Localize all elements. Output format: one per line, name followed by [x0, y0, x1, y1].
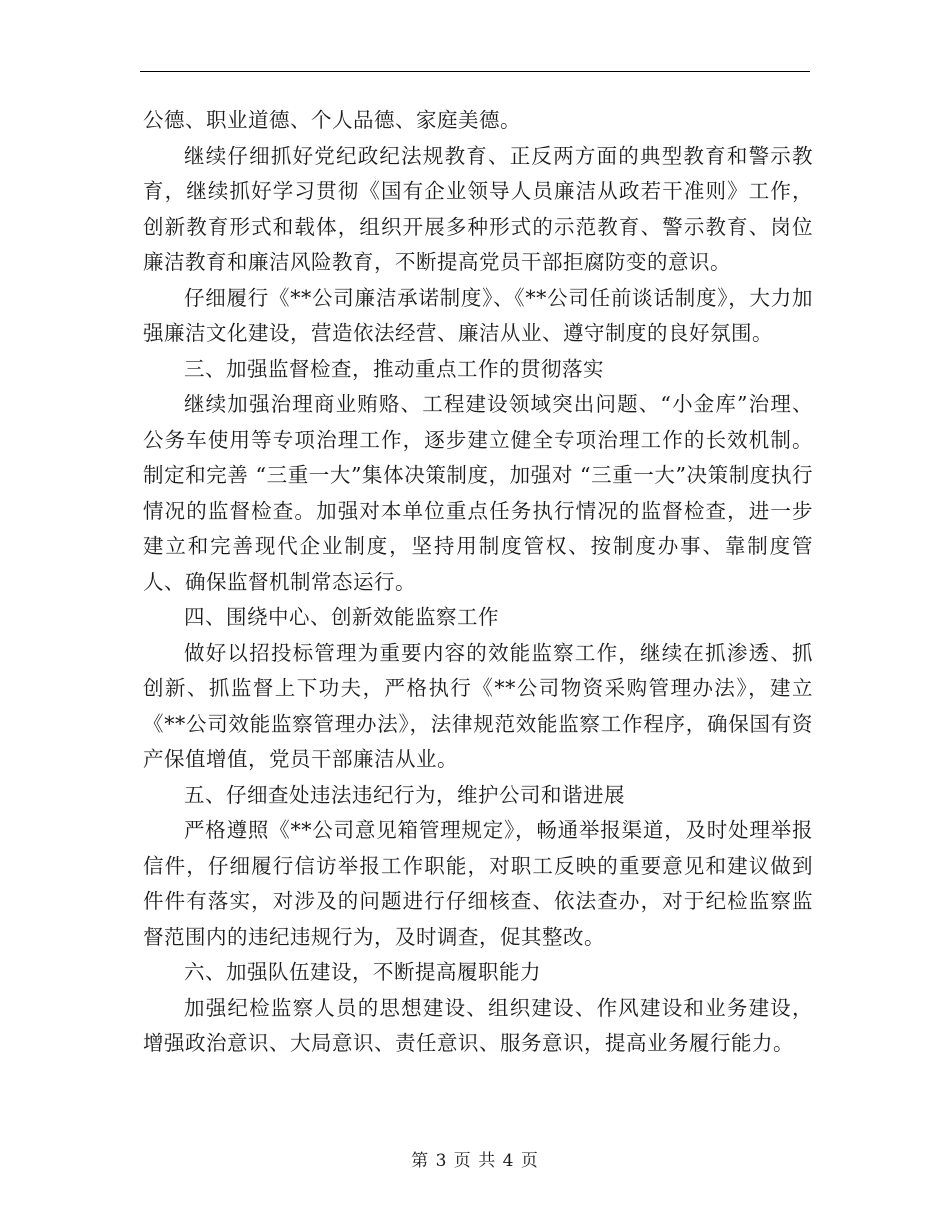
paragraph: 公德、职业道德、个人品德、家庭美德。 — [143, 108, 521, 132]
section-heading: 三、加强监督检查，推动重点工作的贯彻落实 — [184, 356, 604, 381]
section-heading: 五、仔细查处违法违纪行为，维护公司和谐进展 — [184, 782, 625, 807]
section-heading: 六、加强队伍建设，不断提高履职能力 — [184, 960, 541, 984]
paragraph: 加强纪检监察人员的思想建设、组织建设、作风建设和业务建设，增强政治意识、大局意识、责任意识、服务意识，提高业务履行能力。 — [143, 995, 813, 1055]
document-body — [143, 103, 813, 1062]
section-heading: 四、围绕中心、创新效能监察工作 — [184, 605, 499, 629]
paragraph: 继续加强治理商业贿赂、工程建设领域突出问题、“小金库”治理、公务车使用等专项治理工作，逐步建立健全专项治理工作的长效机制。制定和完善 “三重一大”集体决策制度，加强对 “三重一大”决策制度执行情况的监督检查。加强对本单位重点任务执行情况的监督检查，进一步建立和完善现代企业制度，坚持用制度管权、按制度办事、靠制度管人、确保监督机制常态运行。 — [143, 392, 813, 594]
page-number: 第 3 页 共 4 页 — [411, 1151, 539, 1171]
paragraph: 继续仔细抓好党纪政纪法规教育、正反两方面的典型教育和警示教育，继续抓好学习贯彻《国有企业领导人员廉洁从政若干准则》工作，创新教育形式和载体，组织开展多种形式的示范教育、警示教育、岗位廉洁教育和廉洁风险教育，不断提高党员干部拒腐防变的意识。 — [143, 143, 813, 274]
paragraph: 严格遵照《**公司意见箱管理规定》，畅通举报渠道，及时处理举报信件，仔细履行信访举报工作职能，对职工反映的重要意见和建议做到件件有落实，对涉及的问题进行仔细核查、依法查办，对于纪检监察监督范围内的违纪违规行为，及时调查，促其整改。 — [143, 818, 813, 949]
header-rule — [140, 71, 810, 72]
paragraph: 做好以招投标管理为重要内容的效能监察工作，继续在抓渗透、抓创新、抓监督上下功夫，严格执行《**公司物资采购管理办法》，建立《**公司效能监察管理办法》，法律规范效能监察工作程序，确保国有资产保值增值，党员干部廉洁从业。 — [143, 640, 813, 771]
paragraph: 仔细履行《**公司廉洁承诺制度》、《**公司任前谈话制度》，大力加强廉洁文化建设，营造依法经营、廉洁从业、遵守制度的良好氛围。 — [143, 285, 813, 345]
